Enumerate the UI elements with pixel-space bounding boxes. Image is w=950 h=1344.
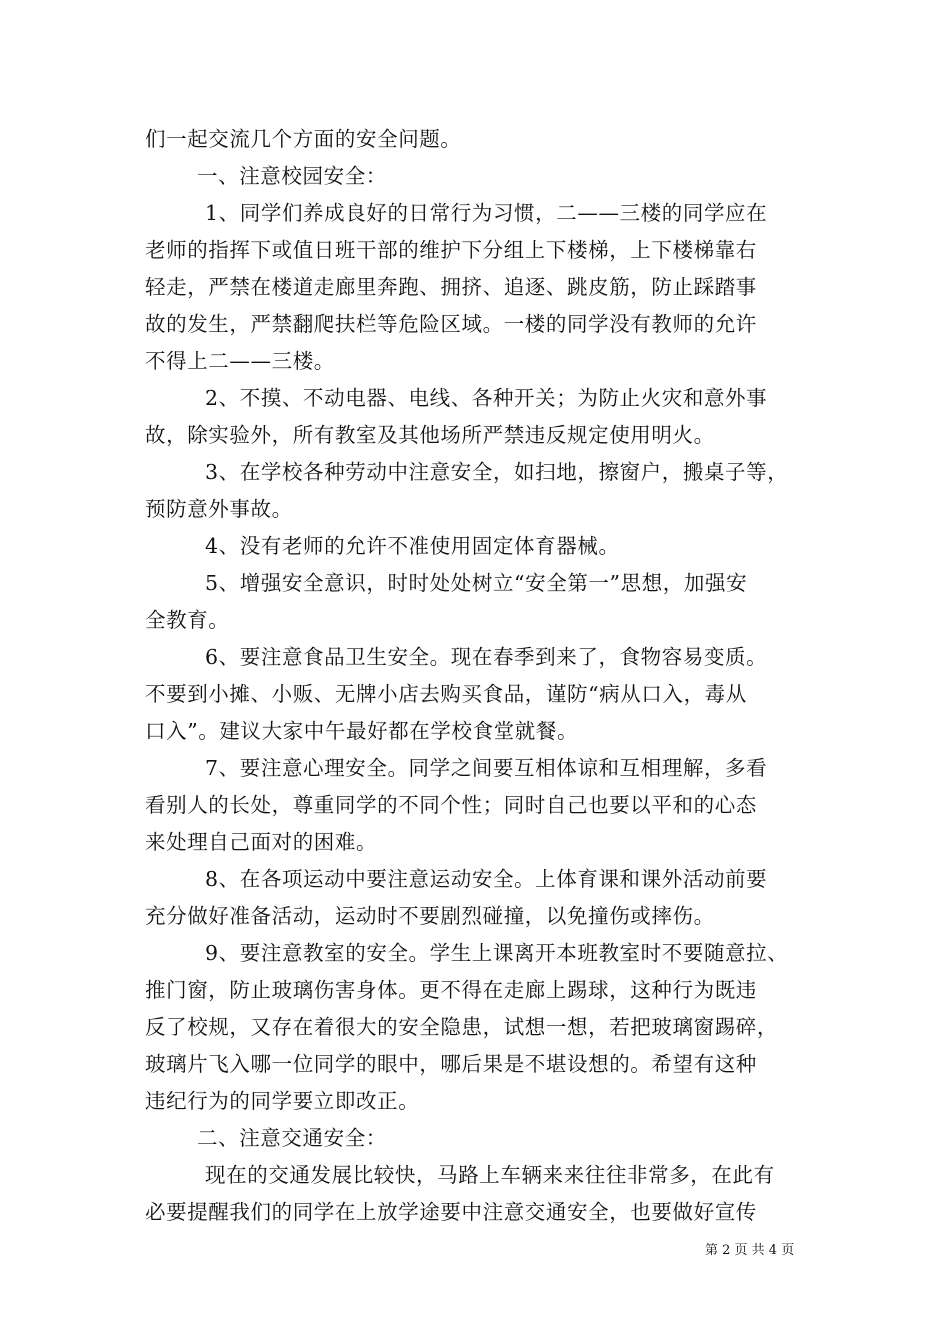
text-line: 充分做好准备活动，运动时不要剧烈碰撞，以免撞伤或摔伤。 bbox=[145, 904, 715, 928]
text-line: 必要提醒我们的同学在上放学途要中注意交通安全，也要做好宣传 bbox=[145, 1200, 757, 1224]
text-line: 现在的交通发展比较快，马路上车辆来来往往非常多，在此有 bbox=[205, 1163, 775, 1187]
text-line: 5、增强安全意识，时时处处树立“安全第一”思想，加强安 bbox=[205, 571, 748, 595]
text-line: 7、要注意心理安全。同学之间要互相体谅和互相理解，多看 bbox=[205, 756, 768, 780]
text-line: 全教育。 bbox=[145, 608, 230, 632]
text-line: 不要到小摊、小贩、无牌小店去购买食品，谨防“病从口入，毒从 bbox=[145, 682, 747, 706]
text-line: 2、不摸、不动电器、电线、各种开关；为防止火灾和意外事 bbox=[205, 386, 768, 410]
text-line: 3、在学校各种劳动中注意安全，如扫地，擦窗户，搬桌子等， bbox=[205, 460, 789, 484]
text-line: 来处理自己面对的困难。 bbox=[145, 830, 378, 854]
text-line: 8、在各项运动中要注意运动安全。上体育课和课外活动前要 bbox=[205, 867, 768, 891]
text-line: 推门窗，防止玻璃伤害身体。更不得在走廊上踢球，这种行为既违 bbox=[145, 978, 757, 1002]
text-line: 故，除实验外，所有教室及其他场所严禁违反规定使用明火。 bbox=[145, 423, 715, 447]
text-line: 6、要注意食品卫生安全。现在春季到来了，食物容易变质。 bbox=[205, 645, 768, 669]
text-line: 看别人的长处，尊重同学的不同个性；同时自己也要以平和的心态 bbox=[145, 793, 757, 817]
text-line: 9、要注意教室的安全。学生上课离开本班教室时不要随意拉、 bbox=[205, 941, 789, 965]
text-line: 老师的指挥下或值日班干部的维护下分组上下楼梯，上下楼梯靠右 bbox=[145, 238, 757, 262]
text-line: 玻璃片飞入哪一位同学的眼中，哪后果是不堪设想的。希望有这种 bbox=[145, 1052, 757, 1076]
document-body bbox=[145, 121, 815, 1231]
text-line: 4、没有老师的允许不准使用固定体育器械。 bbox=[205, 534, 620, 558]
section-heading-campus-safety: 一、注意校园安全： bbox=[197, 164, 387, 188]
page-number-footer: 第 2 页 共 4 页 bbox=[705, 1243, 795, 1258]
text-line: 1、同学们养成良好的日常行为习惯，二——三楼的同学应在 bbox=[205, 201, 768, 225]
text-line: 轻走，严禁在楼道走廊里奔跑、拥挤、追逐、跳皮筋，防止踩踏事 bbox=[145, 275, 757, 299]
section-heading-traffic-safety: 二、注意交通安全： bbox=[197, 1126, 387, 1150]
text-line: 违纪行为的同学要立即改正。 bbox=[145, 1089, 420, 1113]
text-line: 不得上二——三楼。 bbox=[145, 349, 335, 373]
text-line: 口入”。建议大家中午最好都在学校食堂就餐。 bbox=[145, 719, 579, 743]
text-line: 故的发生，严禁翻爬扶栏等危险区域。一楼的同学没有教师的允许 bbox=[145, 312, 757, 336]
text-line: 预防意外事故。 bbox=[145, 497, 293, 521]
text-line: 反了校规，又存在着很大的安全隐患，试想一想，若把玻璃窗踢碎， bbox=[145, 1015, 778, 1039]
text-line: 们一起交流几个方面的安全问题。 bbox=[145, 127, 462, 151]
